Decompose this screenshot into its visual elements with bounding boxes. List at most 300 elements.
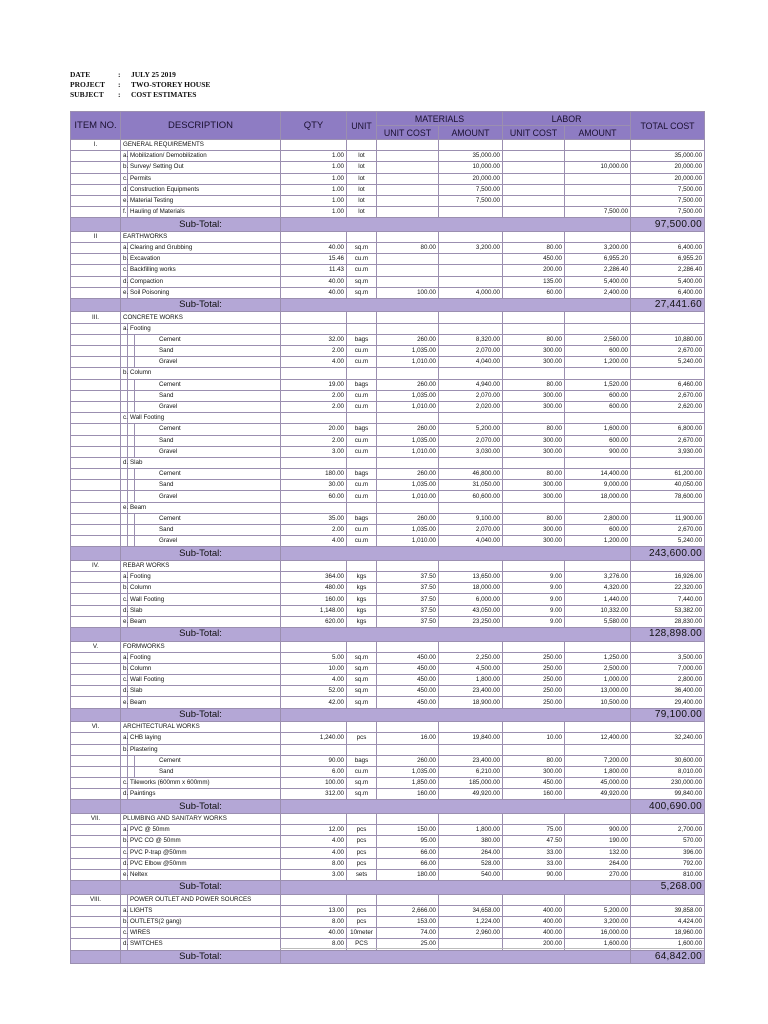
line-code: c. [121, 173, 128, 184]
materials-unit-cost: 450.00 [377, 675, 439, 686]
unit-cell: cu.m [347, 254, 377, 265]
line-description: Construction Equipments [128, 184, 281, 195]
materials-amount [439, 254, 503, 265]
total-cost: 3,930.00 [631, 446, 705, 457]
item-cell [71, 457, 121, 468]
item-cell [71, 323, 121, 334]
item-cell [71, 368, 121, 379]
labor-amount: 600.00 [565, 525, 631, 536]
unit-cell: pcs [347, 905, 377, 916]
subtotal-value: 243,600.00 [631, 547, 705, 561]
empty-cell [565, 641, 631, 652]
materials-unit-cost: 25.00 [377, 939, 439, 950]
indent-cell [121, 357, 128, 368]
labor-amount: 900.00 [565, 446, 631, 457]
empty-cell [565, 140, 631, 151]
unit-cell: sq.m [347, 778, 377, 789]
indent-cell [128, 424, 135, 435]
section-number: III. [71, 312, 121, 323]
subtotal-spacer [281, 628, 631, 642]
qty-cell: 312.00 [281, 789, 347, 800]
subtotal-label: Sub-Total: [121, 218, 281, 232]
line-code: d. [121, 457, 128, 468]
line-description: Sand [135, 525, 281, 536]
unit-cell: bags [347, 424, 377, 435]
item-cell [71, 572, 121, 583]
header-key: SUBJECT [70, 90, 104, 99]
indent-cell [121, 480, 128, 491]
materials-amount: 6,000.00 [439, 594, 503, 605]
labor-unit-cost [503, 207, 565, 218]
unit-cell: pcs [347, 916, 377, 927]
subtotal-spacer [281, 708, 631, 722]
unit-cell: lot [347, 162, 377, 173]
materials-unit-cost: 1,035.00 [377, 435, 439, 446]
unit-cell: sq.m [347, 789, 377, 800]
materials-unit-cost: 80.00 [377, 243, 439, 254]
total-cost: 39,858.00 [631, 905, 705, 916]
unit-cell: kgs [347, 605, 377, 616]
materials-unit-cost [377, 195, 439, 206]
line-description: Sand [135, 435, 281, 446]
qty-cell [281, 413, 347, 424]
total-cost: 2,670.00 [631, 435, 705, 446]
table-row [71, 928, 705, 939]
line-code: b. [121, 836, 128, 847]
materials-amount: 1,800.00 [439, 825, 503, 836]
empty-cell [347, 813, 377, 824]
empty-cell [281, 231, 347, 242]
materials-amount: 4,000.00 [439, 287, 503, 298]
qty-cell: 1.00 [281, 151, 347, 162]
labor-amount: 1,800.00 [565, 766, 631, 777]
total-cost: 32,240.00 [631, 733, 705, 744]
materials-unit-cost: 450.00 [377, 686, 439, 697]
line-code: f. [121, 207, 128, 218]
line-description: Wall Footing [128, 675, 281, 686]
unit-cell: cu.m [347, 435, 377, 446]
item-cell [71, 525, 121, 536]
line-description: Sand [135, 346, 281, 357]
total-cost: 16,926.00 [631, 572, 705, 583]
labor-amount [565, 151, 631, 162]
total-cost: 5,400.00 [631, 276, 705, 287]
qty-cell: 2.00 [281, 435, 347, 446]
total-cost: 20,000.00 [631, 162, 705, 173]
item-cell [71, 733, 121, 744]
line-code: d. [121, 939, 128, 950]
header-value: COST ESTIMATES [131, 90, 197, 99]
header-key: DATE [70, 70, 91, 79]
line-code: c. [121, 675, 128, 686]
col-materials-amount: AMOUNT [439, 126, 503, 140]
col-materials-unit-cost: UNIT COST [377, 126, 439, 140]
line-code: a. [121, 652, 128, 663]
labor-unit-cost: 300.00 [503, 390, 565, 401]
line-description: Column [128, 583, 281, 594]
labor-unit-cost: 47.50 [503, 836, 565, 847]
indent-cell [128, 766, 135, 777]
line-description: LIGHTS [128, 905, 281, 916]
qty-cell: 3.00 [281, 446, 347, 457]
total-cost: 2,700.00 [631, 825, 705, 836]
empty-cell [631, 560, 705, 571]
item-cell [71, 207, 121, 218]
total-cost: 6,955.20 [631, 254, 705, 265]
subtotal-spacer [71, 800, 121, 814]
unit-cell: pcs [347, 847, 377, 858]
item-cell [71, 755, 121, 766]
total-cost: 6,400.00 [631, 287, 705, 298]
qty-cell: 30.00 [281, 480, 347, 491]
line-code: b. [121, 663, 128, 674]
labor-amount [565, 195, 631, 206]
materials-amount: 23,250.00 [439, 616, 503, 627]
line-description: Sand [135, 480, 281, 491]
qty-cell: 60.00 [281, 491, 347, 502]
materials-unit-cost: 1,035.00 [377, 480, 439, 491]
empty-cell [565, 560, 631, 571]
materials-amount [439, 265, 503, 276]
labor-amount: 600.00 [565, 346, 631, 357]
total-cost: 53,382.00 [631, 605, 705, 616]
qty-cell: 19.00 [281, 379, 347, 390]
total-cost: 230,000.00 [631, 778, 705, 789]
item-cell [71, 778, 121, 789]
indent-cell [121, 390, 128, 401]
line-code: c. [121, 413, 128, 424]
labor-amount: 190.00 [565, 836, 631, 847]
materials-amount: 23,400.00 [439, 755, 503, 766]
unit-cell: lot [347, 195, 377, 206]
empty-cell [565, 894, 631, 905]
item-cell [71, 686, 121, 697]
qty-cell: 90.00 [281, 755, 347, 766]
unit-cell: cu.m [347, 480, 377, 491]
total-cost: 1,600.00 [631, 939, 705, 950]
empty-cell [347, 641, 377, 652]
section-number: II [71, 231, 121, 242]
line-code: d. [121, 789, 128, 800]
section-row [71, 312, 705, 323]
labor-unit-cost: 160.00 [503, 789, 565, 800]
table-row [71, 502, 705, 513]
materials-unit-cost: 37.50 [377, 616, 439, 627]
unit-cell [347, 744, 377, 755]
subtotal-label: Sub-Total: [121, 628, 281, 642]
line-description: Excavation [128, 254, 281, 265]
total-cost: 35,000.00 [631, 151, 705, 162]
materials-amount: 540.00 [439, 869, 503, 880]
unit-cell [347, 457, 377, 468]
item-cell [71, 928, 121, 939]
subtotal-spacer [71, 881, 121, 895]
line-description: Footing [128, 652, 281, 663]
materials-amount: 528.00 [439, 858, 503, 869]
item-cell [71, 162, 121, 173]
col-labor-unit-cost: UNIT COST [503, 126, 565, 140]
line-description: Slab [128, 686, 281, 697]
line-code: d. [121, 184, 128, 195]
line-description: Gravel [135, 357, 281, 368]
unit-cell: pcs [347, 836, 377, 847]
footer-rule [280, 948, 704, 949]
cost-estimate-table [70, 111, 705, 964]
section-number: VII. [71, 813, 121, 824]
indent-cell [121, 894, 128, 905]
line-code: a. [121, 151, 128, 162]
table-row [71, 594, 705, 605]
total-cost: 61,200.00 [631, 469, 705, 480]
qty-cell: 6.00 [281, 766, 347, 777]
qty-cell: 8.00 [281, 939, 347, 950]
indent-cell [121, 346, 128, 357]
materials-unit-cost [377, 744, 439, 755]
qty-cell: 40.00 [281, 928, 347, 939]
indent-cell [128, 755, 135, 766]
labor-unit-cost [503, 368, 565, 379]
materials-unit-cost [377, 173, 439, 184]
table-row [71, 583, 705, 594]
total-cost: 2,670.00 [631, 346, 705, 357]
item-cell [71, 616, 121, 627]
qty-cell [281, 502, 347, 513]
labor-amount: 1,200.00 [565, 536, 631, 547]
labor-unit-cost: 135.00 [503, 276, 565, 287]
qty-cell: 1.00 [281, 184, 347, 195]
labor-amount [565, 368, 631, 379]
line-description: OUTLETS(2 gang) [128, 916, 281, 927]
empty-cell [347, 231, 377, 242]
item-cell [71, 583, 121, 594]
table-row [71, 162, 705, 173]
item-cell [71, 184, 121, 195]
labor-unit-cost: 10.00 [503, 733, 565, 744]
table-row [71, 184, 705, 195]
total-cost: 570.00 [631, 836, 705, 847]
section-title: PLUMBING AND SANITARY WORKS [121, 813, 281, 824]
materials-unit-cost: 2,666.00 [377, 905, 439, 916]
unit-cell: kgs [347, 594, 377, 605]
table-row [71, 323, 705, 334]
header-value: JULY 25 2019 [131, 70, 176, 79]
line-description: Wall Footing [128, 413, 281, 424]
table-row [71, 755, 705, 766]
header-key: PROJECT [70, 80, 106, 89]
labor-amount: 12,400.00 [565, 733, 631, 744]
indent-cell [121, 536, 128, 547]
line-description: Mobilization/ Demobilization [128, 151, 281, 162]
section-title: GENERAL REQUIREMENTS [121, 140, 281, 151]
section-row [71, 641, 705, 652]
line-description: Beam [128, 616, 281, 627]
materials-unit-cost [377, 265, 439, 276]
labor-amount [565, 323, 631, 334]
qty-cell: 13.00 [281, 905, 347, 916]
line-description: Footing [128, 323, 281, 334]
item-cell [71, 480, 121, 491]
table-row [71, 847, 705, 858]
item-cell [71, 675, 121, 686]
unit-cell [347, 368, 377, 379]
table-row [71, 616, 705, 627]
qty-cell: 42.00 [281, 697, 347, 708]
labor-amount: 7,500.00 [565, 207, 631, 218]
qty-cell: 35.00 [281, 513, 347, 524]
materials-amount: 4,940.00 [439, 379, 503, 390]
table-row [71, 243, 705, 254]
qty-cell [281, 368, 347, 379]
materials-unit-cost [377, 323, 439, 334]
labor-amount: 4,320.00 [565, 583, 631, 594]
indent-cell [128, 469, 135, 480]
labor-amount: 5,580.00 [565, 616, 631, 627]
line-code: d. [121, 276, 128, 287]
total-cost: 792.00 [631, 858, 705, 869]
materials-amount: 18,000.00 [439, 583, 503, 594]
line-code: b. [121, 916, 128, 927]
indent-cell [121, 469, 128, 480]
unit-cell: sq.m [347, 652, 377, 663]
materials-amount [439, 207, 503, 218]
line-description: Paintings [128, 789, 281, 800]
qty-cell: 20.00 [281, 424, 347, 435]
empty-cell [281, 560, 347, 571]
labor-unit-cost [503, 162, 565, 173]
item-cell [71, 513, 121, 524]
unit-cell: cu.m [347, 766, 377, 777]
unit-cell: kgs [347, 583, 377, 594]
unit-cell: bags [347, 755, 377, 766]
item-cell [71, 173, 121, 184]
materials-unit-cost: 1,035.00 [377, 390, 439, 401]
indent-cell [121, 424, 128, 435]
materials-unit-cost: 1,035.00 [377, 346, 439, 357]
labor-amount: 264.00 [565, 858, 631, 869]
empty-cell [281, 813, 347, 824]
line-description: Cement [135, 424, 281, 435]
materials-unit-cost: 450.00 [377, 652, 439, 663]
empty-cell [347, 722, 377, 733]
unit-cell: sq.m [347, 663, 377, 674]
materials-amount: 2,070.00 [439, 346, 503, 357]
labor-amount: 10,332.00 [565, 605, 631, 616]
labor-amount: 9,000.00 [565, 480, 631, 491]
item-cell [71, 491, 121, 502]
empty-cell [565, 722, 631, 733]
item-cell [71, 697, 121, 708]
materials-unit-cost: 260.00 [377, 334, 439, 345]
labor-amount: 3,200.00 [565, 916, 631, 927]
labor-amount: 600.00 [565, 390, 631, 401]
col-materials: MATERIALS [377, 112, 503, 126]
table-row [71, 858, 705, 869]
unit-cell: cu.m [347, 525, 377, 536]
materials-amount: 8,320.00 [439, 334, 503, 345]
labor-amount: 6,955.20 [565, 254, 631, 265]
empty-cell [347, 312, 377, 323]
line-description: PVC Elbow @50mm [128, 858, 281, 869]
unit-cell: kgs [347, 572, 377, 583]
indent-cell [128, 446, 135, 457]
labor-unit-cost: 80.00 [503, 334, 565, 345]
labor-amount: 2,560.00 [565, 334, 631, 345]
empty-cell [631, 231, 705, 242]
materials-amount: 9,100.00 [439, 513, 503, 524]
empty-cell [281, 641, 347, 652]
line-code: c. [121, 847, 128, 858]
table-row [71, 836, 705, 847]
labor-unit-cost: 200.00 [503, 265, 565, 276]
empty-cell [377, 140, 439, 151]
total-cost: 5,240.00 [631, 357, 705, 368]
table-row [71, 357, 705, 368]
subtotal-spacer [281, 950, 631, 964]
indent-cell [128, 379, 135, 390]
materials-unit-cost: 95.00 [377, 836, 439, 847]
subtotal-row [71, 708, 705, 722]
materials-unit-cost [377, 207, 439, 218]
labor-amount: 3,276.00 [565, 572, 631, 583]
materials-amount: 34,658.00 [439, 905, 503, 916]
unit-cell: 10meter [347, 928, 377, 939]
table-row [71, 513, 705, 524]
subtotal-label: Sub-Total: [121, 950, 281, 964]
table-row [71, 207, 705, 218]
total-cost [631, 502, 705, 513]
empty-cell [377, 560, 439, 571]
item-cell [71, 346, 121, 357]
labor-unit-cost: 450.00 [503, 254, 565, 265]
item-cell [71, 663, 121, 674]
table-row [71, 869, 705, 880]
line-code: c. [121, 594, 128, 605]
total-cost: 2,800.00 [631, 675, 705, 686]
total-cost: 7,500.00 [631, 207, 705, 218]
subtotal-row [71, 218, 705, 232]
line-description: Slab [128, 457, 281, 468]
labor-amount: 2,500.00 [565, 663, 631, 674]
labor-amount: 2,400.00 [565, 287, 631, 298]
section-title: ARCHITECTURAL WORKS [121, 722, 281, 733]
unit-cell: cu.m [347, 401, 377, 412]
unit-cell: sq.m [347, 243, 377, 254]
indent-cell [128, 334, 135, 345]
line-code: a. [121, 905, 128, 916]
labor-amount: 3,200.00 [565, 243, 631, 254]
table-row [71, 287, 705, 298]
line-code: d. [121, 686, 128, 697]
empty-cell [631, 140, 705, 151]
item-cell [71, 195, 121, 206]
table-row [71, 916, 705, 927]
total-cost: 4,424.00 [631, 916, 705, 927]
materials-amount: 4,040.00 [439, 536, 503, 547]
materials-unit-cost: 1,010.00 [377, 446, 439, 457]
item-cell [71, 254, 121, 265]
table-row [71, 346, 705, 357]
materials-amount: 6,210.00 [439, 766, 503, 777]
materials-unit-cost: 180.00 [377, 869, 439, 880]
indent-cell [121, 513, 128, 524]
header-colon: : [118, 70, 121, 79]
qty-cell: 10.00 [281, 663, 347, 674]
table-body [71, 140, 705, 964]
empty-cell [503, 641, 565, 652]
labor-amount: 2,800.00 [565, 513, 631, 524]
item-cell [71, 536, 121, 547]
item-cell [71, 401, 121, 412]
